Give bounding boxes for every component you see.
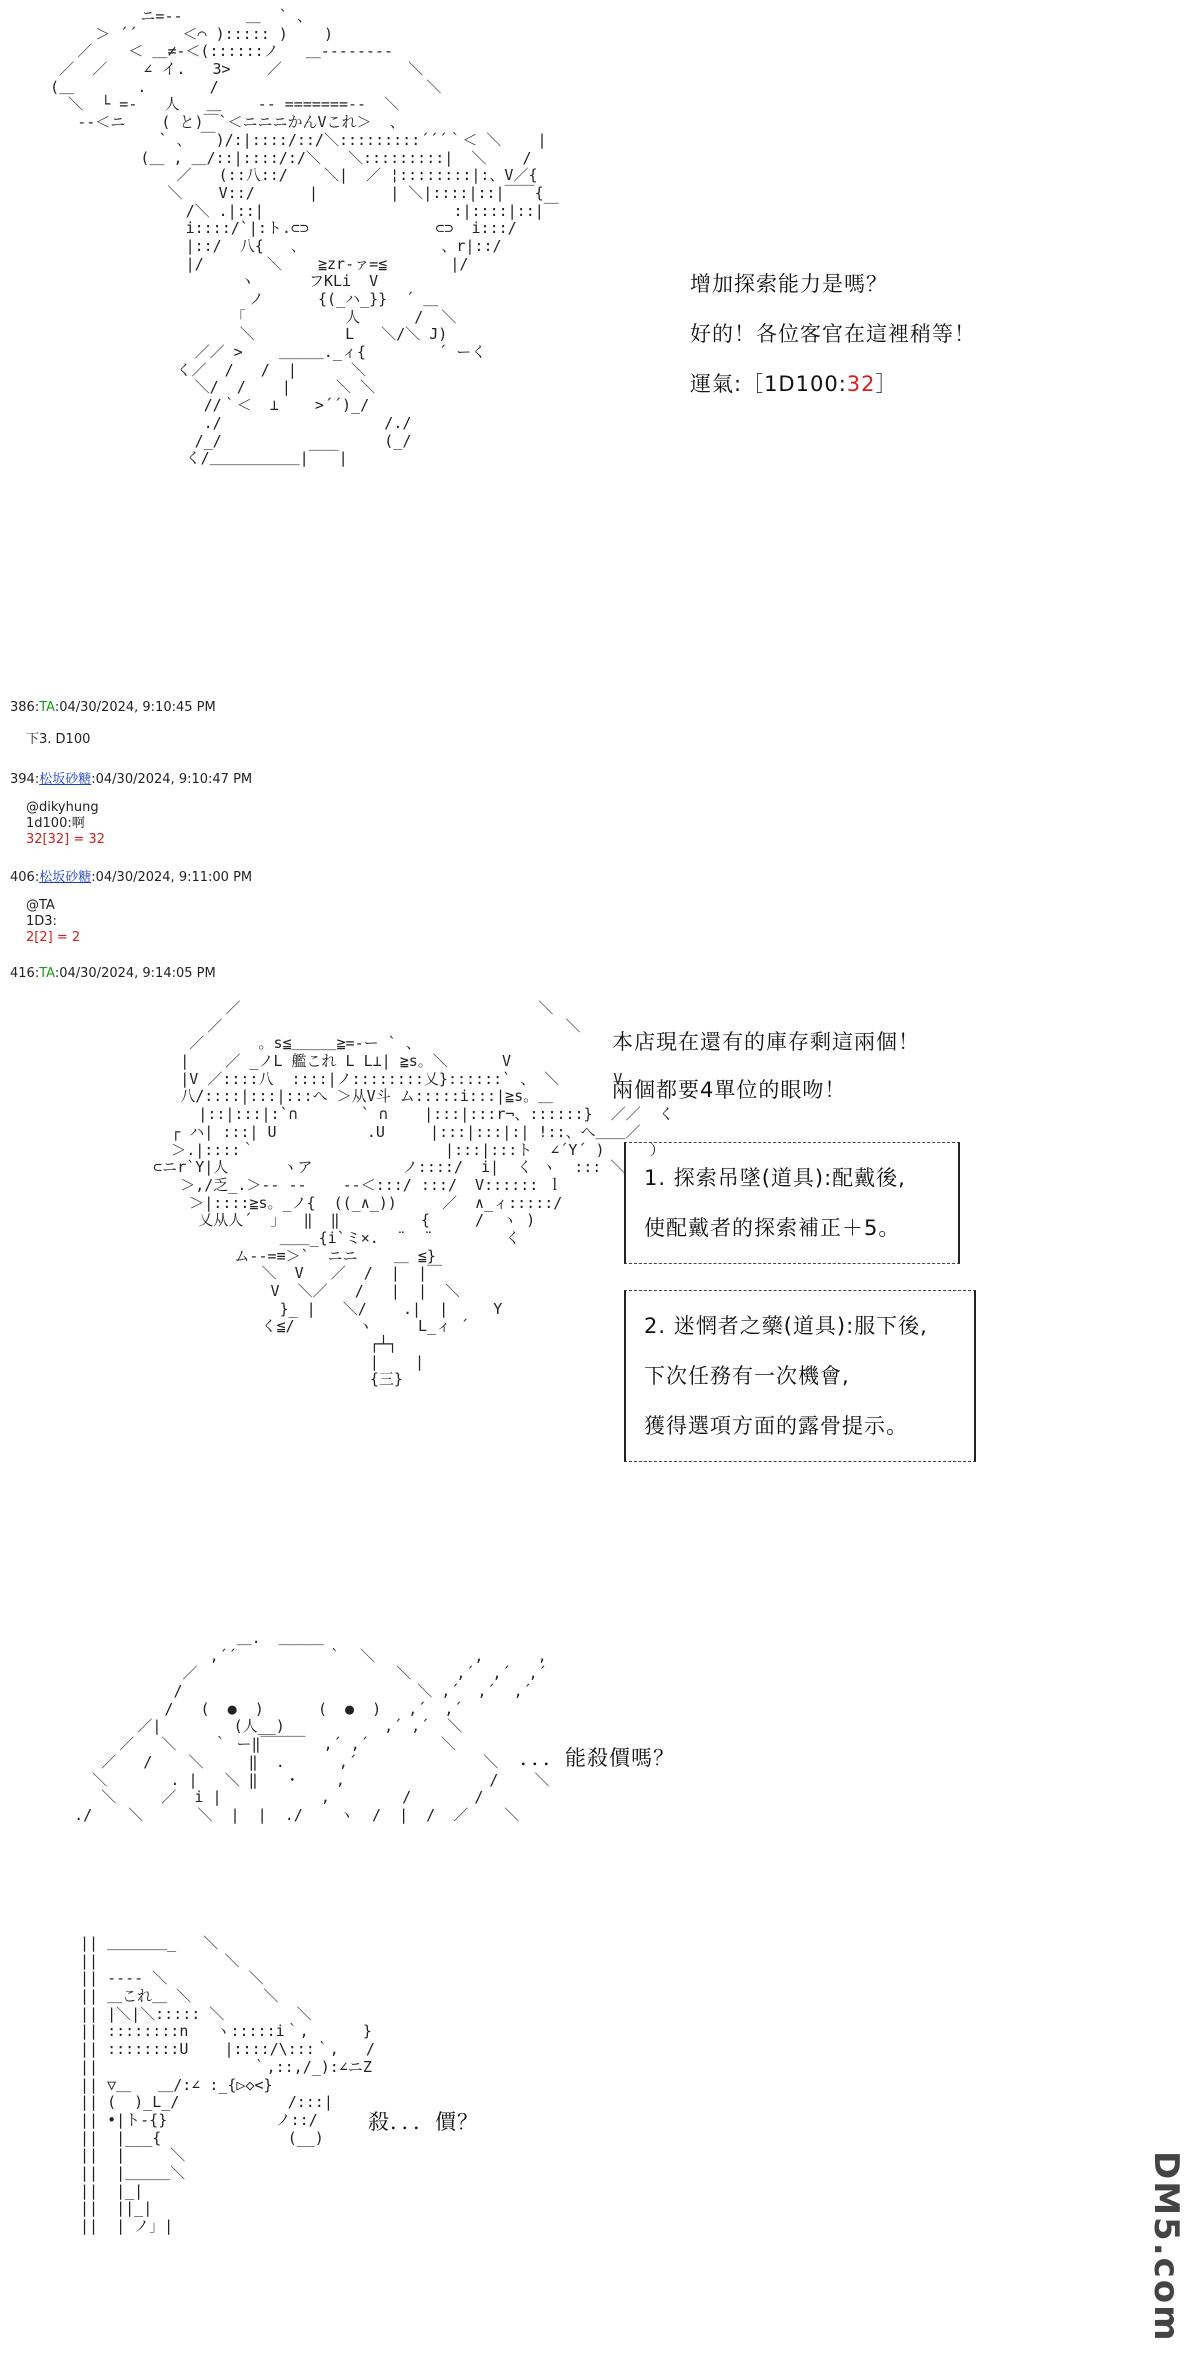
post-body-line: 1D3: bbox=[26, 914, 57, 929]
poster-name: TA bbox=[39, 700, 55, 715]
post-header: 406:松坂砂糖:04/30/2024, 9:11:00 PM bbox=[10, 870, 253, 885]
panel1-line-2: 好的！各位客官在這裡稍等！ bbox=[690, 322, 976, 346]
panel3-line: ．．．能殺價嗎？ bbox=[520, 1746, 675, 1770]
post-number: 394 bbox=[10, 772, 35, 787]
post-body-line: @dikyhung bbox=[26, 800, 99, 815]
ascii-art-shopkeeper-presenting: ／ ＼ ／ ＼ ／ 。s≦＿＿＿≧=-ー ` 、 | ／ _ノL 艦これ L L⊥| ≧s。＼ V |V ／::::八 ::::|ノ::::::::乂}::::::` 、 ＼ V 八/::::|:::|:::へ ＞从V斗 ム:::::i:::|≧s。＿ |::|:::|:`∩ ` ∩ |:::|:::r¬、::::::} ／／ く ┌ ハ| :::| U .U |:::|:::|:| !::、へ＿＿／ ＞.|::::｀ |:::|:::ト ∠´Y´ ) ） ⊂ニr`Y|人 ヽア ノ::::/ i| く ヽ ::: ＼ ＞,/乏_.＞-- -- --＜:::/ :::/ V:::::: ｌ ＞|::::≧s。_ノ{ ((_∧_)) ／ ∧_ィ:::::/ 乂从人´ 」 ‖ ‖ { / ヽ ) ＿＿_{i`ミ×. ¨ ¨ く ム--=≡＞` ニニ ＿ ≦} ＼ V ／ / | |￣ V ＼／ / | | ＼ }_ | ＼/ .| | Y く≦/ ヽ L_ィ ´ ┌┴┐ | | {三} bbox=[153, 999, 674, 1389]
luck-suffix: ］ bbox=[875, 372, 898, 396]
item1-line-2: 使配戴者的探索補正＋5。 bbox=[644, 1216, 901, 1240]
post-number: 416 bbox=[10, 966, 35, 981]
ascii-art-peeking-character: || ＿＿＿＿_ ＼ || ＼ || ---- ＼ ＼ || ＿これ＿ ＼ ＼ || |＼|＼::::: ＼ ＼ || ::::::::n ヽ:::::i｀, } || ::::::::U |::::/\:::｀, / || ｀,::,/_):∠ニZ || ▽＿ ＿/:∠ :_{▷◇<} || ( )_L_/ /:::| || •|ト-{} ノ::/ || |___{ (__) || | ＼ || |＿＿＿＼ || |_| || ||_| || | ノ」| bbox=[80, 1934, 375, 2235]
post-body bbox=[26, 898, 80, 946]
ascii-art-bald-character: ＿. ＿＿＿ ,´´ ｀ ＼ , , ／ ＼ ,´ ,´ ,´ / ＼ ,´ ,´ ,´ / ( ● ) ( ● ) ,´ ,´ ／| (人__) ,´ ,´ ＼ ／ ＼ ｀ ー‖￣￣￣ ,´ ,´ ＼ ／ / ＼ ‖ . ,´ ＼ ＼ . | ＼ ‖ ・ , / ＼ ＼ ／ i | , / / ./ ＼ ＼ | | ./ ヽ / | / ／ ＼ bbox=[74, 1629, 550, 1824]
post-body-line: 1d100:啊 bbox=[26, 816, 85, 831]
post-body bbox=[26, 800, 105, 848]
post-date: 04/30/2024, 9:10:47 PM bbox=[95, 772, 253, 787]
post-body-line: @TA bbox=[26, 898, 55, 913]
post-body-line: 下3. D100 bbox=[26, 732, 91, 747]
item1-line-1: 1. 探索吊墜(道具):配戴後, bbox=[644, 1166, 906, 1190]
post-date: 04/30/2024, 9:11:00 PM bbox=[95, 870, 253, 885]
item-box-lost-one-medicine bbox=[624, 1290, 976, 1462]
item2-line-1: 2. 迷惘者之藥(道具):服下後, bbox=[644, 1314, 928, 1338]
luck-value: 32 bbox=[846, 372, 876, 396]
ascii-art-shopkeeper-umbrella: ニ=-- ＿ ` 、 ＞ ´´ ＜⌒ )::::: ) ) ／ ＜ ＿≠-＜(::::::ノ ＿-------- ／ ／ ∠ イ. 3> ／ ＼ (＿ . / ＼ ＼ └ =- 人 ＿ -- =======-- ＼ --＜ニ ( と)￣`＜ニニニかんVこれ＞ 、 ` 、 ￣)/:|::::/::/＼:::::::::´´´｀＜ ＼ | (＿ , ＿/::|::::/:/＼ ＼:::::::::| ＼ / ／ (::八::/ ＼| ／ ¦::::::::|:、V／{ ＼ V::/ | | ＼|::::|::|￣￣{ /＼ .|::| :|::::|::|￣ i::::/`|:ト.⊂⊃ ⊂⊃ i:::/ |::/ 八{ 、 、r|::/ |/ ＼ ≧zr-ァ=≦ |/ ヽ フKLi V ノ {(_ハ_}} ´ ＿ 「 人 / ＼ ＼ L ＼/＼ J) ／／ > ＿＿＿._ィ{ ´ ーく く／ / / | ＼ ＼/ / | ＼ ＼ //｀＜ ⊥ >´´)_/ ./ /./ /_/ (_/ く/＿＿＿＿＿＿|￣￣| bbox=[50, 7, 559, 468]
post-body bbox=[26, 732, 90, 748]
panel4-line: 殺．．．價？ bbox=[368, 2110, 479, 2134]
panel2-line-1: 本店現在還有的庫存剩這兩個！ bbox=[612, 1030, 920, 1054]
item2-line-2: 下次任務有一次機會, bbox=[644, 1364, 850, 1388]
luck-prefix: 運氣:［1D100: bbox=[690, 372, 847, 396]
luck-roll-text bbox=[690, 368, 898, 398]
post-header: 386:TA:04/30/2024, 9:10:45 PM bbox=[10, 700, 216, 715]
post-number: 406 bbox=[10, 870, 35, 885]
post-header: 394:松坂砂糖:04/30/2024, 9:10:47 PM bbox=[10, 772, 253, 787]
poster-name: TA bbox=[39, 966, 55, 981]
panel1-line-1: 增加探索能力是嗎？ bbox=[690, 272, 888, 296]
item-box-exploration-pendant bbox=[624, 1142, 960, 1264]
dice-result: 32[32] = 32 bbox=[26, 832, 105, 847]
dm5-watermark-logo: DM5.com bbox=[1146, 2151, 1186, 2343]
item2-line-3: 獲得選項方面的露骨提示。 bbox=[644, 1414, 908, 1438]
poster-name-link[interactable]: 松坂砂糖 bbox=[39, 870, 92, 885]
post-date: 04/30/2024, 9:14:05 PM bbox=[59, 966, 216, 981]
dice-result: 2[2] = 2 bbox=[26, 930, 81, 945]
post-header: 416:TA:04/30/2024, 9:14:05 PM bbox=[10, 966, 216, 981]
panel2-line-2: 兩個都要4單位的眼吻！ bbox=[612, 1078, 847, 1102]
post-date: 04/30/2024, 9:10:45 PM bbox=[59, 700, 216, 715]
poster-name-link[interactable]: 松坂砂糖 bbox=[39, 772, 92, 787]
post-number: 386 bbox=[10, 700, 35, 715]
